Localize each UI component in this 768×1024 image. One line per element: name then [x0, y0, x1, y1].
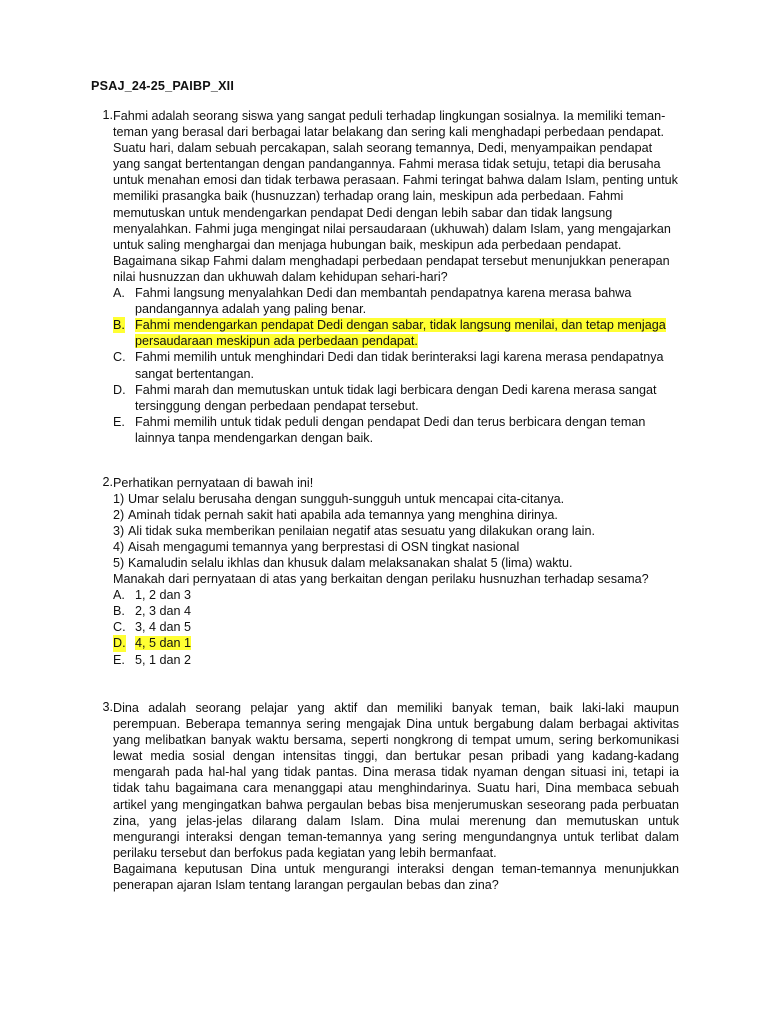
option-b[interactable]	[113, 317, 679, 349]
option-label: E.	[113, 652, 125, 667]
option-label: B.	[113, 604, 125, 619]
statement-number: 1)	[113, 492, 125, 507]
option-text: Fahmi langsung menyalahkan Dedi dan membantah pendapatnya karena merasa bahwa pandangannya adalah yang paling benar.	[135, 286, 632, 317]
option-text: Fahmi memilih untuk tidak peduli dengan pendapat Dedi dan terus berbicara dengan teman lainnya tanpa mendengarkan dengan baik.	[135, 414, 646, 445]
statement-item	[113, 539, 679, 555]
option-a[interactable]	[113, 587, 679, 603]
statement-item	[113, 491, 679, 507]
statement-list	[113, 491, 679, 571]
statement-number: 4)	[113, 540, 125, 555]
option-e[interactable]	[113, 652, 679, 668]
statement-item	[113, 523, 679, 539]
option-text-highlighted: 4, 5 dan 1	[135, 636, 192, 651]
option-label: D.	[113, 382, 126, 397]
option-text: Fahmi memilih untuk menghindari Dedi dan tidak berinteraksi lagi karena merasa pendapatnya sangat bertentangan.	[135, 350, 664, 381]
statement-item	[113, 555, 679, 571]
statement-number: 2)	[113, 508, 125, 523]
statement-text: Kamaludin selalu ikhlas dan khusuk dalam melaksanakan shalat 5 (lima) waktu.	[128, 556, 573, 571]
statement-item	[113, 507, 679, 523]
option-c[interactable]	[113, 349, 679, 381]
option-d[interactable]	[113, 382, 679, 414]
question-intro: Perhatikan pernyataan di bawah ini!	[113, 476, 314, 490]
option-label: C.	[113, 350, 126, 365]
statement-text: Umar selalu berusaha dengan sungguh-sungguh untuk mencapai cita-citanya.	[128, 492, 565, 507]
option-label: B.	[113, 318, 125, 333]
question-number: 3.	[102, 700, 113, 714]
option-text: 1, 2 dan 3	[135, 588, 192, 603]
option-text: 3, 4 dan 5	[135, 620, 192, 635]
option-b[interactable]	[113, 603, 679, 619]
statement-number: 5)	[113, 556, 125, 571]
option-text: 5, 1 dan 2	[135, 652, 192, 667]
answer-options	[113, 587, 679, 667]
question-2	[91, 475, 679, 668]
question-passage: Dina adalah seorang pelajar yang aktif dan memiliki banyak teman, baik laki-laki maupun perempuan. Beberapa temannya sering mengajak Dina untuk bergabung dalam berbagai aktivitas yang melibatkan banyak waktu bersama, seperti nongkrong di tempat umum, sering berkomunikasi lewat media sosial dengan intensitas tinggi, dan bertukar pesan pribadi yang kadang-kadang mengarah pada hal-hal yang tidak pantas. Dina merasa tidak nyaman dengan situasi ini, tetapi ia tidak tahu bagaimana cara menanggapi atau menghindarinya. Suatu hari, Dina membaca sebuah artikel yang mengingatkan bahwa pergaulan bebas bisa menjerumuskan seseorang pada perbuatan zina, yang jelas-jelas dilarang dalam Islam. Dina mulai merenung dan memutuskan untuk mengurangi interaksi dengan teman-temannya yang sering mengundangnya untuk terlibat dalam perilaku tersebut dan berfokus pada kegiatan yang lebih bermanfaat.	[113, 701, 679, 860]
option-label: A.	[113, 588, 125, 603]
question-3	[91, 700, 679, 893]
option-label: A.	[113, 286, 125, 301]
statement-text: Ali tidak suka memberikan penilaian negatif atas sesuatu yang dilakukan orang lain.	[128, 524, 595, 539]
question-number: 2.	[102, 475, 113, 489]
option-c[interactable]	[113, 619, 679, 635]
option-label: C.	[113, 620, 126, 635]
option-text: 2, 3 dan 4	[135, 604, 192, 619]
answer-options	[113, 285, 679, 446]
option-e[interactable]	[113, 414, 679, 446]
option-a[interactable]	[113, 285, 679, 317]
question-1	[91, 108, 679, 446]
question-prompt: Bagaimana sikap Fahmi dalam menghadapi perbedaan pendapat tersebut menunjukkan penerapan nilai husnuzzan dan ukhuwah dalam kehidupan sehari-hari?	[113, 253, 670, 284]
option-label: E.	[113, 414, 125, 429]
option-text: Fahmi marah dan memutuskan untuk tidak lagi berbicara dengan Dedi karena merasa sangat tersinggung dengan perbedaan pendapat tersebut.	[135, 382, 657, 413]
question-number: 1.	[102, 108, 113, 122]
document-title: PSAJ_24-25_PAIBP_XII	[91, 79, 235, 93]
question-prompt: Manakah dari pernyataan di atas yang berkaitan dengan perilaku husnuzhan terhadap sesama?	[113, 572, 649, 587]
option-text-highlighted: Fahmi mendengarkan pendapat Dedi dengan sabar, tidak langsung menilai, dan tetap menjaga persaudaraan meskipun ada perbedaan pendapat.	[135, 318, 666, 349]
question-passage: Fahmi adalah seorang siswa yang sangat peduli terhadap lingkungan sosialnya. Ia memiliki teman-teman yang berasal dari berbagai latar belakang dan sering kali menghadapi perbedaan pendapat. Suatu hari, dalam sebuah percakapan, salah seorang temannya, Dedi, menyampaikan pendapat yang sangat bertentangan dengan pandangannya. Fahmi merasa tidak setuju, tetapi dia berusaha untuk menahan emosi dan tidak terbawa perasaan. Fahmi teringat bahwa dalam Islam, penting untuk memiliki prasangka baik (husnuzzan) terhadap orang lain, meskipun ada perbedaan. Fahmi memutuskan untuk mendengarkan pendapat Dedi dengan lebih sabar dan tidak langsung menyalahkan. Fahmi juga mengingat nilai persaudaraan (ukhuwah) dalam Islam, yang mengajarkan untuk saling menghargai dan menjaga hubungan baik, meskipun ada perbedaan pendapat.	[113, 109, 678, 252]
option-d[interactable]	[113, 635, 679, 651]
statement-text: Aminah tidak pernah sakit hati apabila ada temannya yang menghina dirinya.	[128, 508, 558, 523]
question-prompt: Bagaimana keputusan Dina untuk mengurangi interaksi dengan teman-temannya menunjukkan penerapan ajaran Islam tentang larangan pergaulan bebas dan zina?	[113, 861, 679, 893]
option-label: D.	[113, 636, 126, 651]
statement-text: Aisah mengagumi temannya yang berprestasi di OSN tingkat nasional	[128, 540, 520, 555]
statement-number: 3)	[113, 524, 125, 539]
